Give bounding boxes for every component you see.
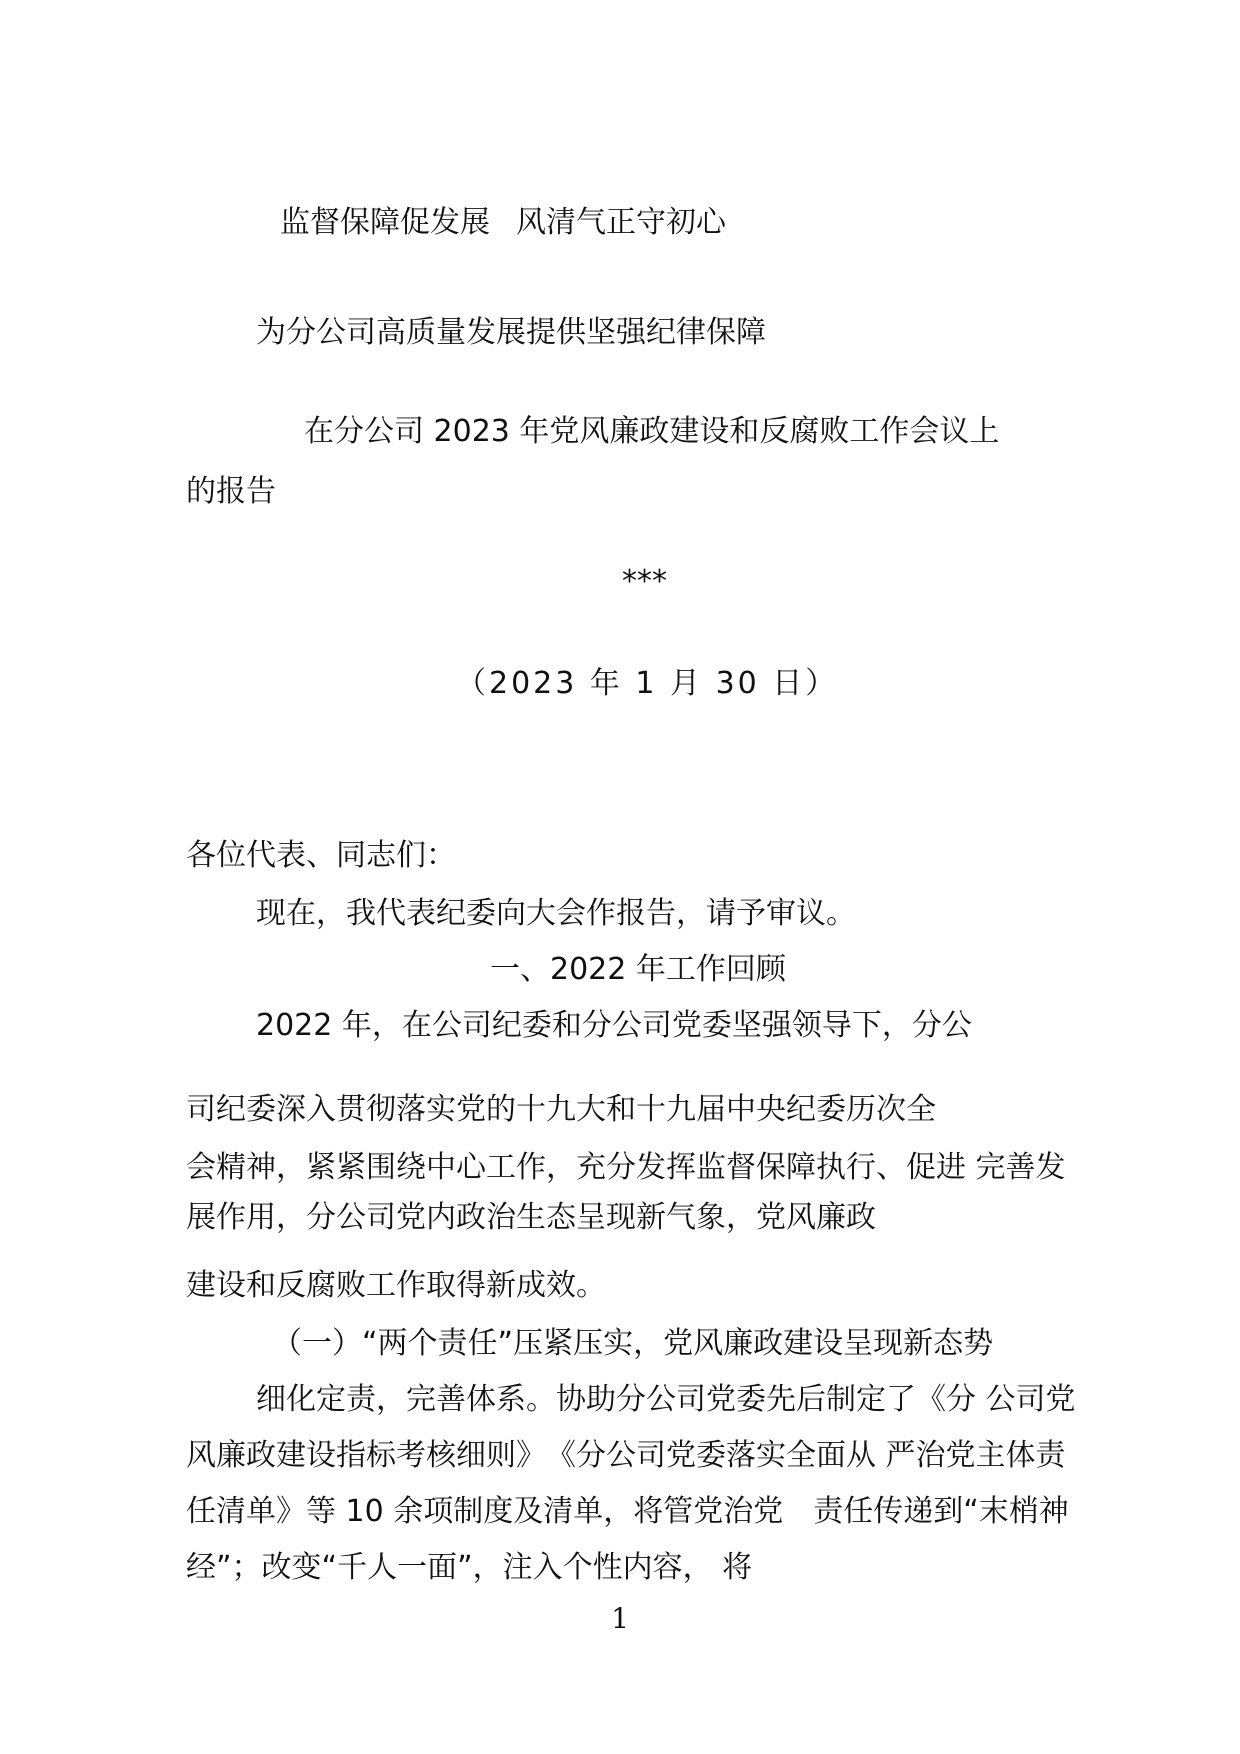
subsection-1-heading: （一）“两个责任”压紧压实，党风廉政建设呈现新态势 [272,1326,994,1361]
section-1-heading: 一、2022 年工作回顾 [490,952,786,987]
page-number: 1 [611,1602,629,1635]
para2-line-3: 任清单》等 10 余项制度及清单，将管党治党 责任传递到“末梢神 [186,1494,1069,1529]
subtitle-line-1: 在分公司 2023 年党风廉政建设和反腐败工作会议上 [304,414,1000,449]
author: *** [622,564,667,599]
para1-line-1: 2022 年，在公司纪委和分公司党委坚强领导下，分公 [256,1008,972,1043]
report-date: （2023 年 1 月 30 日） [456,666,839,701]
para2-line-2: 风廉政建设指标考核细则》 《分公司党委落实全面从 严治党主体责 [186,1438,1066,1473]
para1-line-5: 建设和反腐败工作取得新成效。 [186,1268,606,1303]
title-line-1-part-b: 风清气正守初心 [516,205,726,240]
para1-line-3: 会精神，紧紧围绕中心工作，充分发挥监督保障执行、促进 完善发 [186,1150,1066,1185]
title-line-2: 为分公司高质量发展提供坚强纪律保障 [256,315,766,350]
subtitle-line-2: 的报告 [186,474,276,509]
intro-paragraph: 现在，我代表纪委向大会作报告，请予审议。 [256,896,856,931]
salutation: 各位代表、同志们： [186,838,456,873]
title-line-1-part-a: 监督保障促发展 [280,205,490,240]
para1-line-4: 展作用，分公司党内政治生态呈现新气象，党风廉政 [186,1200,876,1235]
title-line-1 [280,205,726,241]
para2-line-1: 细化定责，完善体系。协助分公司党委先后制定了《分 公司党 [256,1382,1076,1417]
para1-line-2: 司纪委深入贯彻落实党的十九大和十九届中央纪委历次全 [186,1092,936,1127]
para2-line-4: 经”；改变“千人一面”，注入个性内容， 将 [186,1550,753,1585]
